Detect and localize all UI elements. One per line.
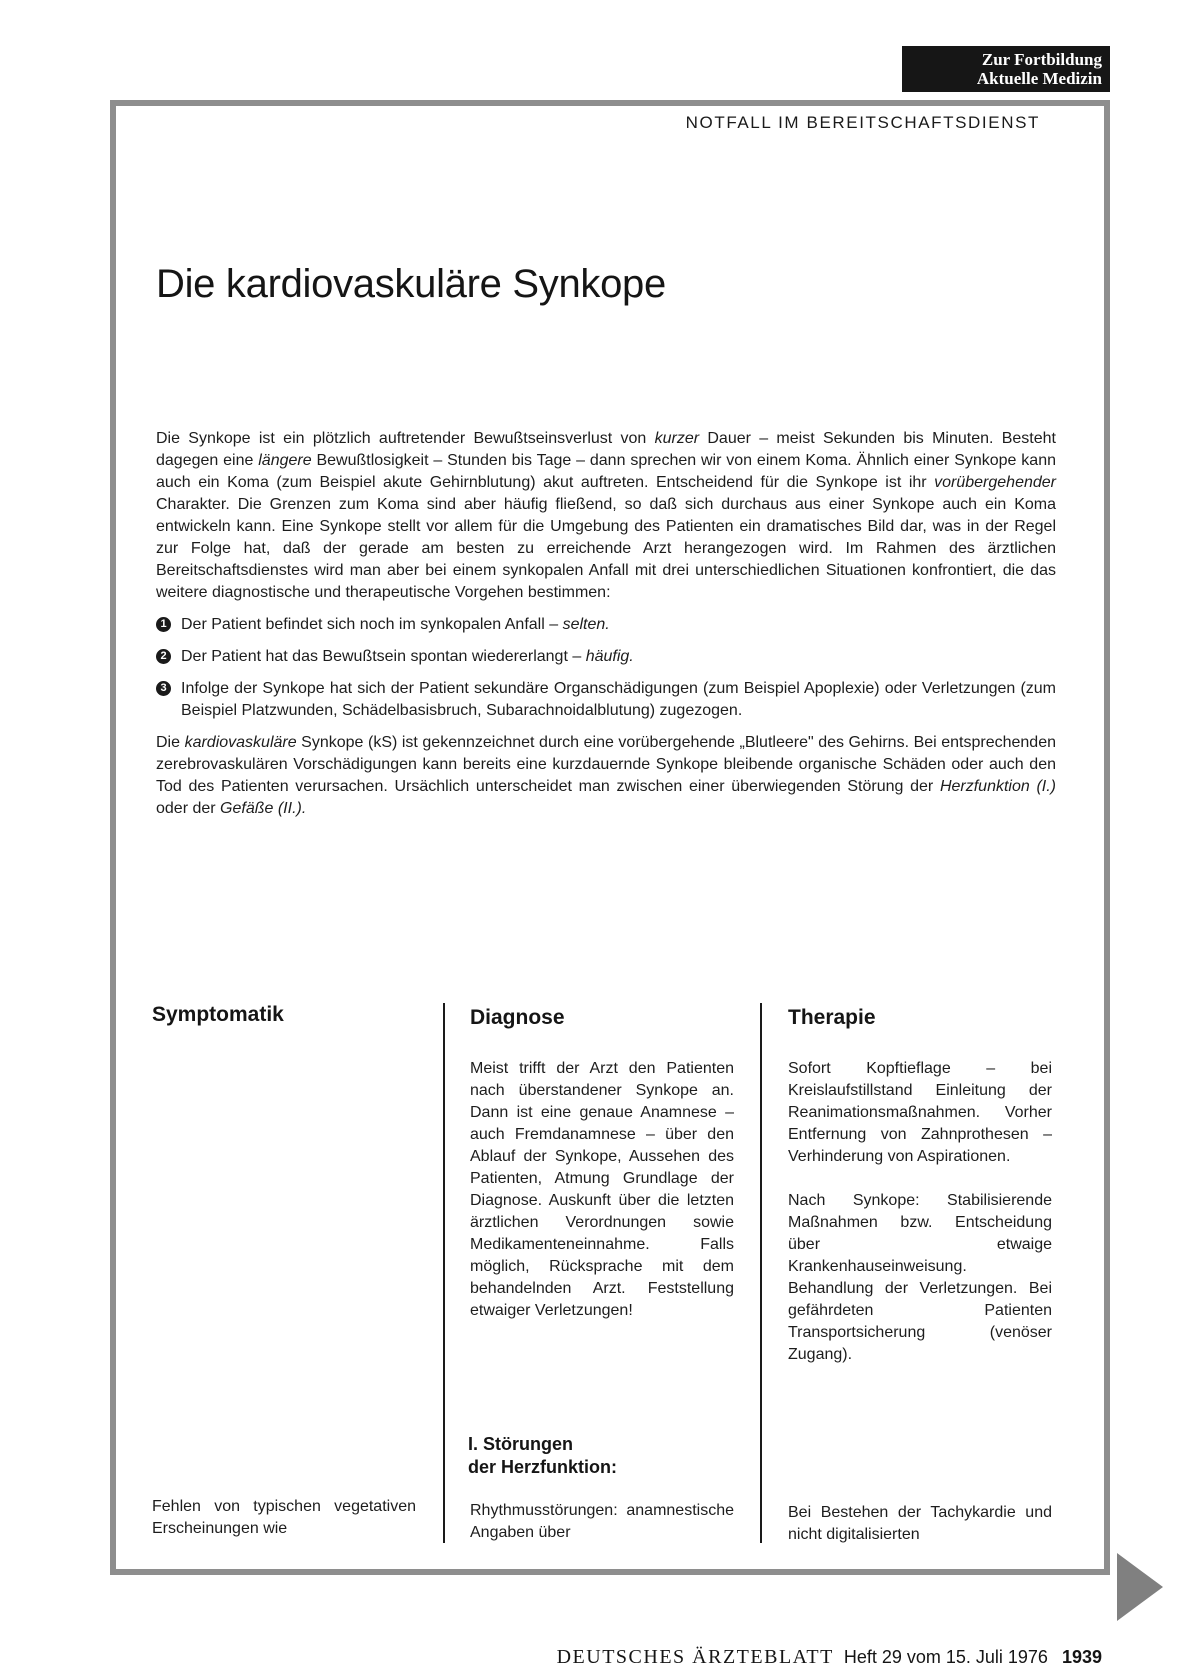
emphasis: kurzer — [654, 430, 700, 447]
diagnose-text: Meist trifft der Arzt den Patienten nach überstandener Synkope an. Dann ist eine genaue Anamnese – auch Fremdanamnese – über den Ablauf der Synkope, Aussehen des Patienten, Atmung Grundlage der Diagnose. Auskunft über die letzten ärztlichen Verordnungen sowie Medikamenteneinnahme. Falls möglich, Rücksprache mit dem behandelnden Arzt. Feststellung etwaiger Verletzungen! — [470, 1060, 734, 1319]
subheading-herzfunktion — [468, 1433, 617, 1479]
section-badge — [902, 46, 1110, 92]
emphasis: Herzfunktion (I.) — [939, 778, 1057, 795]
therapie-text — [788, 1058, 1052, 1388]
diagnose-bottom-text: Rhythmusstörungen: anamnestische Angaben über — [470, 1502, 734, 1541]
section-kicker: NOTFALL IM BEREITSCHAFTSDIENST — [685, 113, 1040, 132]
text-run: Die — [156, 734, 185, 751]
list-item — [156, 614, 1056, 636]
badge-line-1: Zur Fortbildung — [981, 50, 1102, 69]
list-item-text — [181, 646, 1056, 668]
emphasis: häufig. — [585, 648, 634, 665]
page-number: 1939 — [1061, 1647, 1102, 1667]
emphasis: selten. — [562, 616, 610, 633]
text-run: oder der — [156, 800, 221, 817]
number-badge: 2 — [156, 649, 171, 664]
text-run: Der Patient befindet sich noch im synkopalen Anfall – — [181, 616, 563, 633]
column-divider — [760, 1003, 762, 1543]
therapie-paragraph-1: Sofort Kopftieflage – bei Kreislaufstillstand Einleitung der Reanimationsmaßnahmen. Vorher Entfernung von Zahnprothesen – Verhinderung von Aspirationen. — [788, 1060, 1052, 1165]
text-run: Dauer – meist Sekunden bis Minuten. Besteht dagegen eine — [156, 430, 1056, 469]
text-run: Charakter. Die Grenzen zum Koma sind aber häufig fließend, so daß sich durchaus aus einer Synkope auch ein Koma entwickeln kann. Eine Synkope stellt vor allem für die Umgebung des Patienten ein dramatisches Bild dar, was in der Regel zur Folge hat, daß der gerade am besten zu erreichende Arzt herangezogen wird. Im Rahmen des ärztlichen Bereitschaftsdienstes wird man aber bei einem synkopalen Anfall mit drei unterschiedlichen Situationen konfrontiert, die das weitere diagnostische und therapeutische Vorgehen bestimmen: — [156, 496, 1056, 601]
list-item — [156, 646, 1056, 668]
therapie-bottom-text: Bei Bestehen der Tachykardie und nicht digitalisierten — [788, 1504, 1052, 1543]
text-run: Bewußtlosigkeit – Stunden bis Tage – dann sprechen wir von einem Koma. Ähnlich einer Synkope kann auch ein Koma (zum Beispiel akute Gehirnblutung) akut auftreten. Entscheidend für die Synkope ist ihr — [156, 452, 1057, 491]
list-item-text — [181, 678, 1056, 722]
emphasis: Gefäße (II.). — [220, 800, 307, 817]
intro-text — [156, 428, 1056, 830]
page-footer — [557, 1646, 1102, 1669]
number-badge: 3 — [156, 681, 171, 696]
heading-symptomatik: Symptomatik — [152, 1003, 284, 1026]
text-run: Der Patient hat das Bewußtsein spontan wiedererlangt – — [181, 648, 586, 665]
issue-info: Heft 29 vom 15. Juli 1976 — [843, 1647, 1048, 1667]
article-title: Die kardiovaskuläre Synkope — [156, 262, 666, 306]
continue-arrow-icon — [1117, 1553, 1163, 1621]
intro-paragraph-2 — [156, 732, 1056, 820]
text-run: Infolge der Synkope hat sich der Patient sekundäre Organschädigungen (zum Beispiel Apoplexie) oder Verletzungen (zum Beispiel Platzwunden, Schädelbasisbruch, Subarachnoidalblutung) zugezogen. — [181, 680, 1056, 719]
emphasis: kardiovaskuläre — [184, 734, 297, 751]
number-badge: 1 — [156, 617, 171, 632]
subheading-line: I. Störungen — [468, 1434, 573, 1454]
list-item — [156, 678, 1056, 722]
intro-paragraph-1 — [156, 428, 1056, 604]
symptomatik-text: Fehlen von typischen vegetativen Erscheinungen wie — [152, 1498, 416, 1537]
journal-name: DEUTSCHES ÄRZTEBLATT — [556, 1646, 834, 1668]
emphasis: längere — [258, 452, 312, 469]
therapie-paragraph-2: Nach Synkope: Stabilisierende Maßnahmen bzw. Entscheidung über etwaige Krankenhauseinweisung. Behandlung der Verletzungen. Bei gefährdeten Patienten Transportsicherung (venöser Zugang). — [788, 1192, 1052, 1363]
text-run: Synkope (kS) ist gekennzeichnet durch eine vorübergehende „Blutleere" des Gehirns. Bei entsprechenden zerebrovaskulären Vorschädigungen kann bereits eine kurzdauernde Synkope bleibende organische Schäden oder auch den Tod des Patienten verursachen. Ursächlich unterscheidet man zwischen einer überwiegenden Störung der — [156, 734, 1057, 795]
list-item-text — [181, 614, 1056, 636]
heading-diagnose: Diagnose — [470, 1006, 565, 1029]
column-divider — [443, 1003, 445, 1543]
emphasis: vorübergehender — [934, 474, 1056, 491]
badge-line-2: Aktuelle Medizin — [976, 69, 1102, 88]
heading-therapie: Therapie — [788, 1006, 876, 1029]
subheading-line: der Herzfunktion: — [468, 1457, 618, 1477]
text-run: Die Synkope ist ein plötzlich auftretender Bewußtseinsverlust von — [156, 430, 655, 447]
